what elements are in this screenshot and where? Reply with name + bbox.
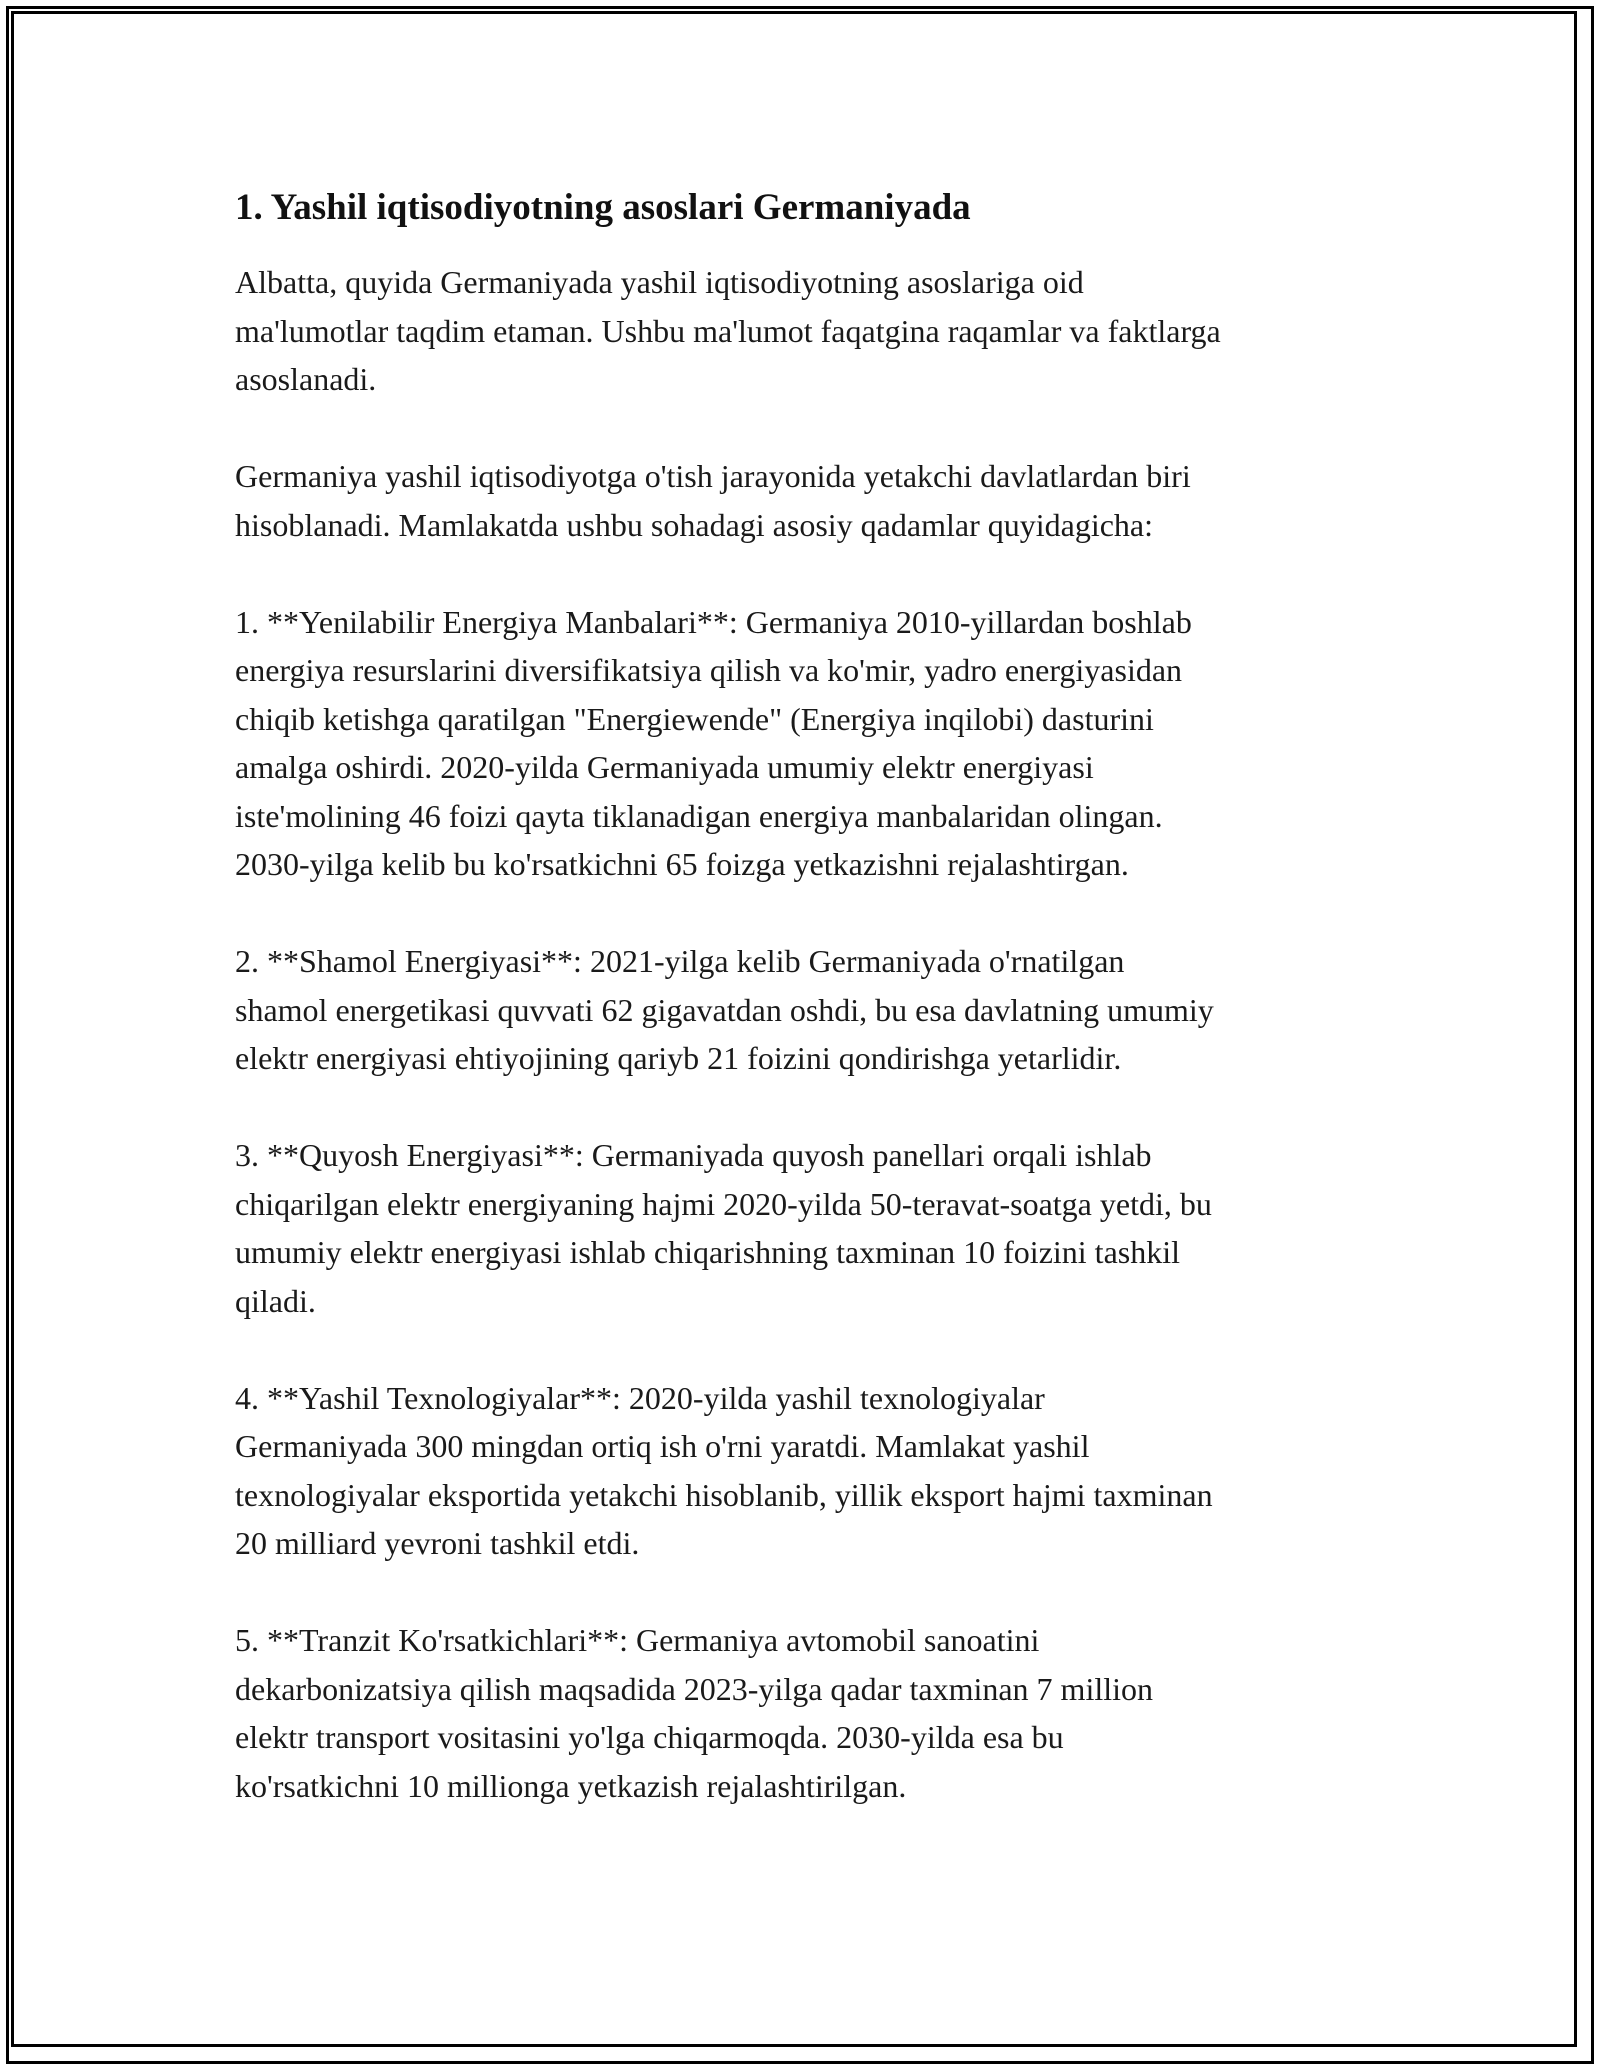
paragraph-line: amalga oshirdi. 2020-yilda Germaniyada umumiy elektr energiyasi <box>235 749 1094 785</box>
list-item-renewable-energy <box>235 598 1375 889</box>
intro-paragraph <box>235 258 1375 404</box>
document-title: 1. Yashil iqtisodiyotning asoslari Germaniyada <box>235 187 971 228</box>
paragraph-line: energiya resurslarini diversifikatsiya qilish va ko'mir, yadro energiyasidan <box>235 652 1183 688</box>
paragraph-line: elektr transport vositasini yo'lga chiqarmoqda. 2030-yilda esa bu <box>235 1719 1064 1755</box>
list-item-green-technologies <box>235 1374 1375 1568</box>
paragraph-line: 2030-yilga kelib bu ko'rsatkichni 65 foizga yetkazishni rejalashtirgan. <box>235 846 1129 882</box>
paragraph-line: ko'rsatkichni 10 millionga yetkazish rejalashtirilgan. <box>235 1767 907 1804</box>
paragraph-line: 3. **Quyosh Energiyasi**: Germaniyada quyosh panellari orqali ishlab <box>235 1137 1152 1173</box>
paragraph-line: hisoblanadi. Mamlakatda ushbu sohadagi asosiy qadamlar quyidagicha: <box>235 506 1153 543</box>
paragraph-line: 1. **Yenilabilir Energiya Manbalari**: Germaniya 2010-yillardan boshlab <box>235 603 1192 640</box>
paragraph-line: qiladi. <box>235 1282 316 1319</box>
paragraph-line: 2. **Shamol Energiyasi**: 2021-yilga kelib Germaniyada o'rnatilgan <box>235 943 1125 979</box>
paragraph-line: iste'molining 46 foizi qayta tiklanadigan energiya manbalaridan olingan. <box>235 797 1163 834</box>
list-item-wind-energy <box>235 937 1375 1083</box>
document-body <box>235 184 1375 1859</box>
paragraph-line: Germaniyada 300 mingdan ortiq ish o'rni yaratdi. Mamlakat yashil <box>235 1428 1090 1464</box>
paragraph-line: 4. **Yashil Texnologiyalar**: 2020-yilda yashil texnologiyalar <box>235 1379 1045 1416</box>
paragraph-line: asoslanadi. <box>235 361 377 397</box>
paragraph-line: dekarbonizatsiya qilish maqsadida 2023-yilga qadar taxminan 7 million <box>235 1670 1153 1707</box>
paragraph-line: shamol energetikasi quvvati 62 gigavatdan oshdi, bu esa davlatning umumiy <box>235 991 1214 1028</box>
paragraph-line: texnologiyalar eksportida yetakchi hisoblanib, yillik eksport hajmi taxminan <box>235 1476 1213 1513</box>
paragraph-line: chiqib ketishga qaratilgan "Energiewende" (Energiya inqilobi) dasturini <box>235 700 1154 737</box>
list-item-transit-indicators <box>235 1616 1375 1810</box>
paragraph-line: ma'lumotlar taqdim etaman. Ushbu ma'lumot faqatgina raqamlar va faktlarga <box>235 312 1221 349</box>
overview-paragraph <box>235 452 1375 549</box>
paragraph-line: Germaniya yashil iqtisodiyotga o'tish jarayonida yetakchi davlatlardan biri <box>235 458 1191 494</box>
paragraph-line: 5. **Tranzit Ko'rsatkichlari**: Germaniya avtomobil sanoatini <box>235 1622 1040 1658</box>
paragraph-line: chiqarilgan elektr energiyaning hajmi 2020-yilda 50-teravat-soatga yetdi, bu <box>235 1185 1212 1222</box>
list-item-solar-energy <box>235 1131 1375 1325</box>
paragraph-line: 20 milliard yevroni tashkil etdi. <box>235 1525 640 1561</box>
paragraph-line: Albatta, quyida Germaniyada yashil iqtisodiyotning asoslariga oid <box>235 264 1084 300</box>
paragraph-line: elektr energiyasi ehtiyojining qariyb 21 foizini qondirishga yetarlidir. <box>235 1040 1122 1076</box>
paragraph-line: umumiy elektr energiyasi ishlab chiqarishning taxminan 10 foizini tashkil <box>235 1234 1180 1270</box>
